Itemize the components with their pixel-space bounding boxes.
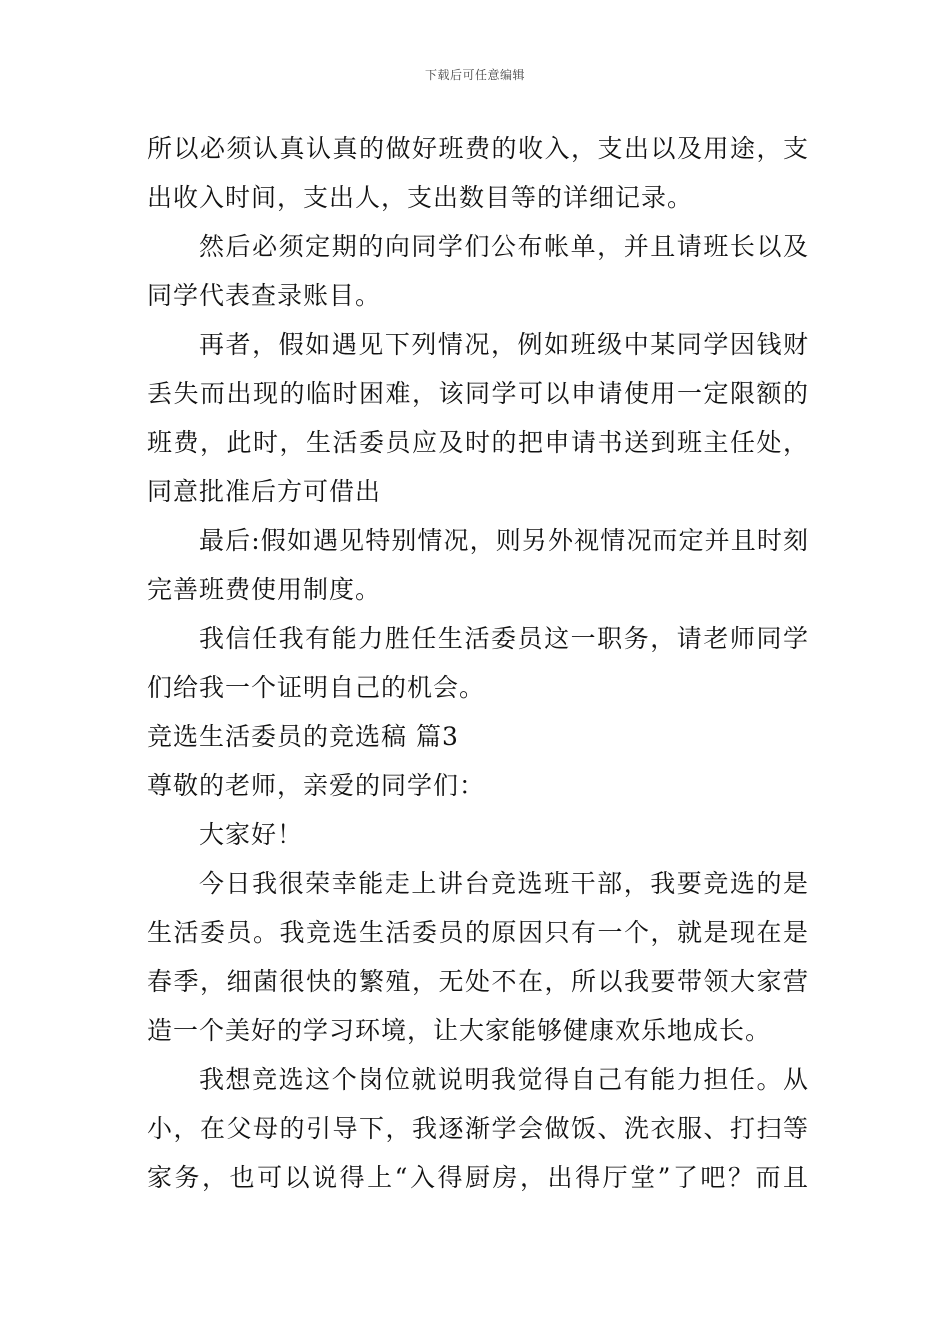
text-line: 春季，细菌很快的繁殖，无处不在，所以我要带领大家营: [147, 967, 809, 996]
text-line: 们给我一个证明自己的机会。: [147, 673, 486, 702]
page-header: 下载后可任意编辑: [424, 68, 525, 82]
text-line: 造一个美好的学习环境，让大家能够健康欢乐地成长。: [147, 1016, 772, 1045]
text-line: 小，在父母的引导下，我逐渐学会做饭、洗衣服、打扫等: [147, 1114, 809, 1143]
text-line: 同学代表查录账目。: [147, 281, 382, 310]
section-heading: 竞选生活委员的竞选稿 篇3: [147, 722, 459, 751]
text-line: 所以必须认真认真的做好班费的收入，支出以及用途，支: [147, 134, 809, 163]
text-line: 家务，也可以说得上“入得厨房，出得厅堂”了吧？而且: [147, 1163, 809, 1192]
text-line: 生活委员。我竞选生活委员的原因只有一个，就是现在是: [147, 918, 809, 947]
text-line: 今日我很荣幸能走上讲台竞选班干部，我要竞选的是: [199, 869, 809, 898]
text-line: 最后:假如遇见特别情况，则另外视情况而定并且时刻: [199, 526, 809, 555]
text-line: 我想竞选这个岗位就说明我觉得自己有能力担任。从: [199, 1065, 809, 1094]
text-line: 班费，此时，生活委员应及时的把申请书送到班主任处，: [147, 428, 809, 457]
text-line: 我信任我有能力胜任生活委员这一职务，请老师同学: [199, 624, 809, 653]
text-line: 出收入时间，支出人，支出数目等的详细记录。: [147, 183, 694, 212]
text-line: 同意批准后方可借出: [147, 477, 382, 506]
greeting: 大家好！: [199, 820, 304, 849]
salutation: 尊敬的老师，亲爱的同学们：: [147, 771, 486, 800]
text-line: 完善班费使用制度。: [147, 575, 382, 604]
text-line: 再者，假如遇见下列情况，例如班级中某同学因钱财: [199, 330, 809, 359]
text-line: 然后必须定期的向同学们公布帐单，并且请班长以及: [199, 232, 809, 261]
text-line: 丢失而出现的临时困难，该同学可以申请使用一定限额的: [147, 379, 809, 408]
document-body: [147, 124, 809, 1202]
